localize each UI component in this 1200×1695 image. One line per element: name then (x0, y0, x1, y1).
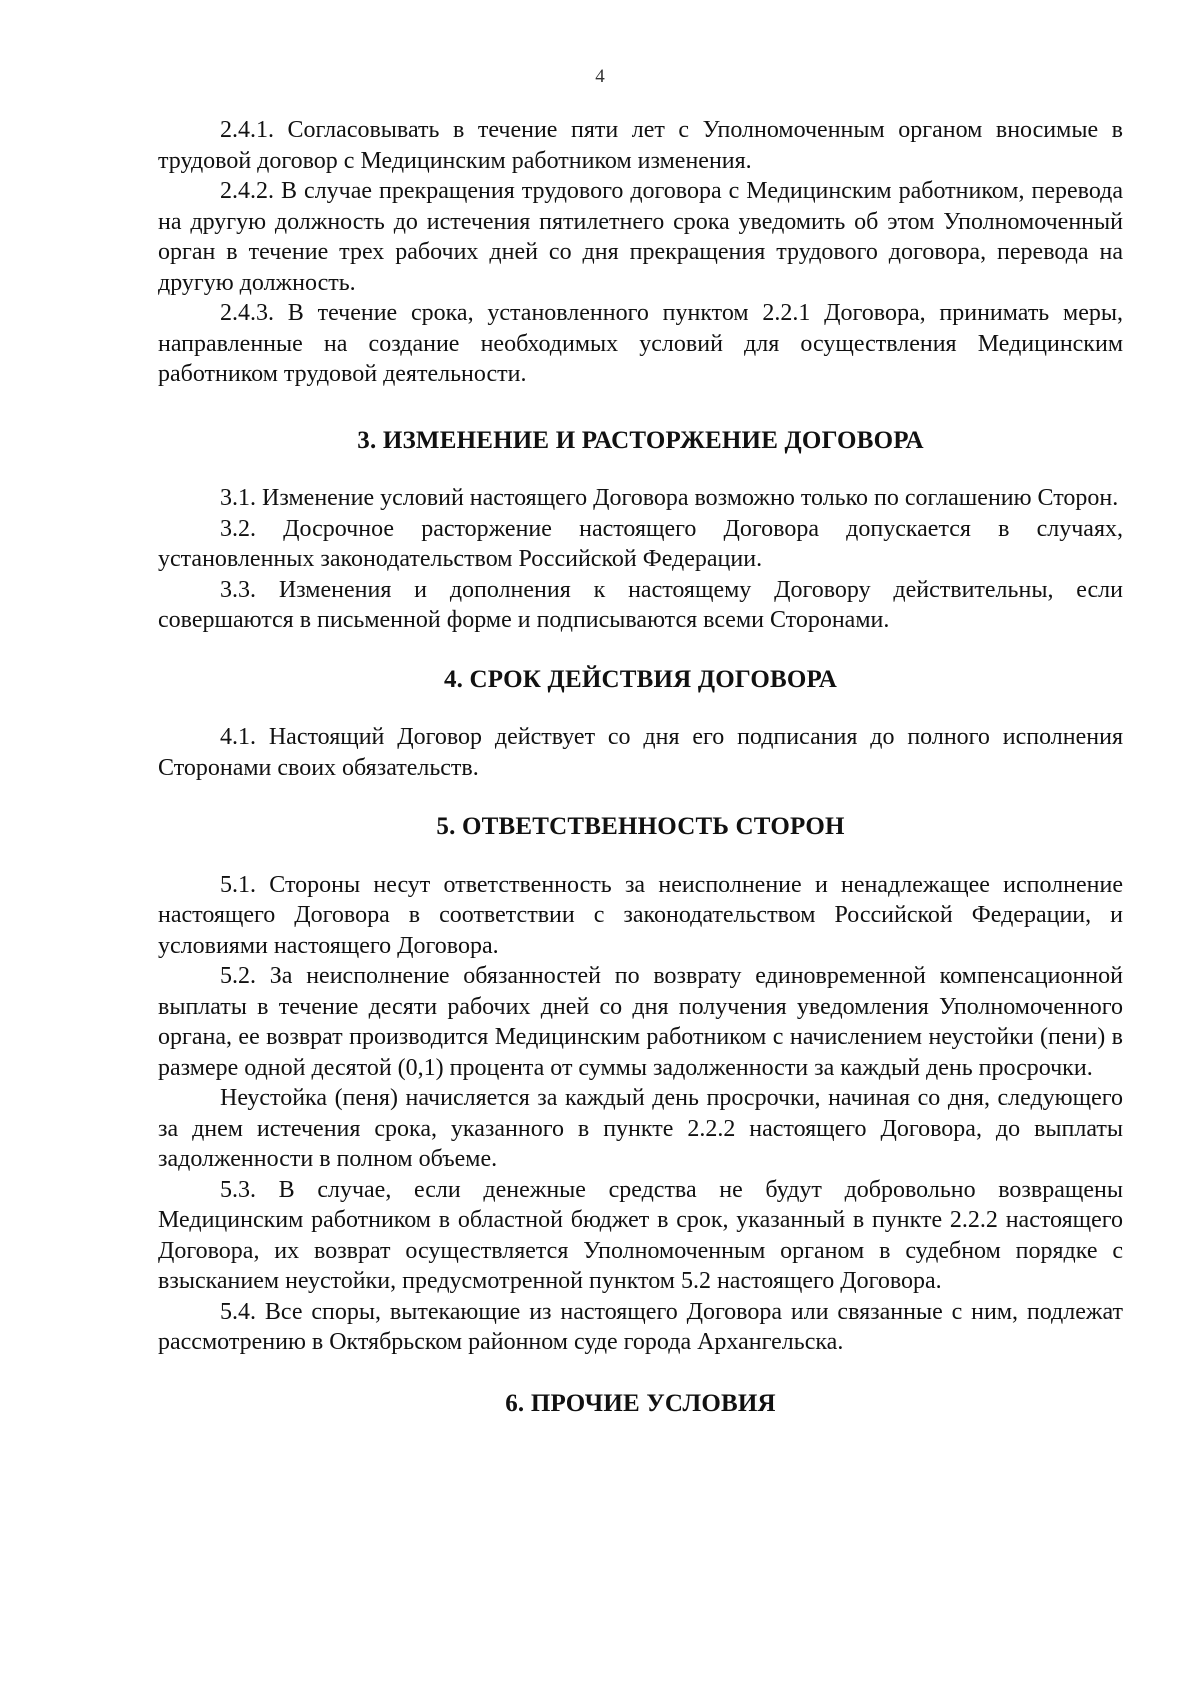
clause-5-2: 5.2. За неисполнение обязанностей по возврату единовременной компенсационной выплаты в течение десяти рабочих дней со дня получения уведомления Уполномоченного органа, ее возврат производится Медицинским работником с начислением неустойки (пени) в размере одной десятой (0,1) процента от суммы задолженности за каждый день просрочки. (158, 963, 1123, 1081)
section-6 (158, 1389, 1123, 1420)
clause-5-2-penalty: Неустойка (пеня) начисляется за каждый день просрочки, начиная со дня, следующего за днем истечения срока, указанного в пункте 2.2.2 настоящего Договора, до выплаты задолженности в полном объеме. (158, 1085, 1123, 1172)
clause-5-3: 5.3. В случае, если денежные средства не будут добровольно возвращены Медицинским работником в областной бюджет в срок, указанный в пункте 2.2.2 настоящего Договора, их возврат осуществляется Уполномоченным органом в судебном порядке с взысканием неустойки, предусмотренной пунктом 5.2 настоящего Договора. (158, 1176, 1123, 1294)
clause-2-4-3: 2.4.3. В течение срока, установленного пунктом 2.2.1 Договора, принимать меры, направленные на создание необходимых условий для осуществления Медицинским работником трудовой деятельности. (158, 300, 1123, 387)
clause-2-4-1: 2.4.1. Согласовывать в течение пяти лет с Уполномоченным органом вносимые в трудовой договор с Медицинским работником изменения. (158, 117, 1123, 174)
section-4 (158, 665, 1123, 784)
clause-3-3: 3.3. Изменения и дополнения к настоящему Договору действительны, если совершаются в письменной форме и подписываются всеми Сторонами. (158, 576, 1123, 633)
clause-4-1: 4.1. Настоящий Договор действует со дня его подписания до полного исполнения Сторонами своих обязательств. (158, 724, 1123, 781)
section-3-title: 3. ИЗМЕНЕНИЕ И РАСТОРЖЕНИЕ ДОГОВОРА (357, 426, 924, 454)
clause-5-1: 5.1. Стороны несут ответственность за неисполнение и ненадлежащее исполнение настоящего Договора в соответствии с законодательством Российской Федерации, и условиями настоящего Договора. (158, 871, 1123, 959)
document-body (158, 115, 1123, 1419)
section-3 (158, 426, 1123, 636)
page-number: 4 (595, 66, 605, 87)
clause-3-1: 3.1. Изменение условий настоящего Договора возможно только по соглашению Сторон. (220, 485, 1119, 511)
clause-2-4-2: 2.4.2. В случае прекращения трудового договора с Медицинским работником, перевода на другую должность до истечения пятилетнего срока уведомить об этом Уполномоченный орган в течение трех рабочих дней со дня прекращения трудового договора, перевода на другую должность. (158, 178, 1123, 296)
section-2-continuation (158, 115, 1123, 390)
clause-5-4: 5.4. Все споры, вытекающие из настоящего Договора или связанные с ним, подлежат рассмотрению в Октябрьском районном суде города Архангельска. (158, 1298, 1123, 1355)
section-4-title: 4. СРОК ДЕЙСТВИЯ ДОГОВОРА (443, 665, 838, 693)
clause-3-2: 3.2. Досрочное расторжение настоящего Договора допускается в случаях, установленных законодательством Российской Федерации. (158, 515, 1123, 572)
section-5 (158, 812, 1123, 1358)
section-5-title: 5. ОТВЕТСТВЕННОСТЬ СТОРОН (436, 813, 845, 840)
section-6-title: 6. ПРОЧИЕ УСЛОВИЯ (505, 1389, 776, 1417)
